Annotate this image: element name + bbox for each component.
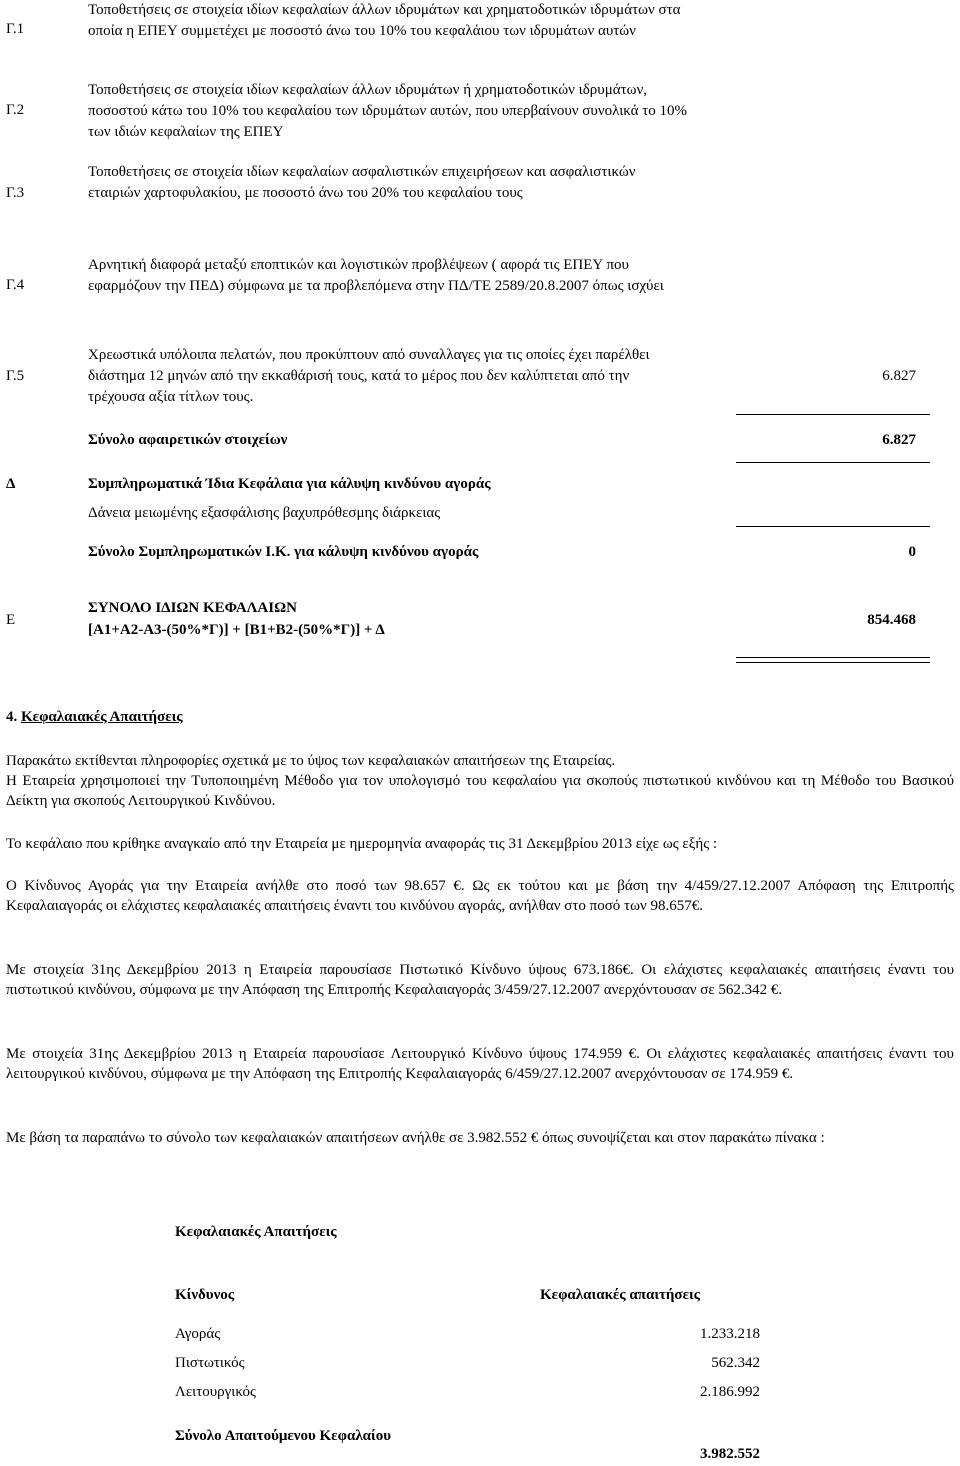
row-value: 6.827: [882, 368, 916, 384]
table-col-requirement: Κεφαλαιακές απαιτήσεις: [540, 1287, 700, 1303]
paragraph: Με στοιχεία 31ης Δεκεμβρίου 2013 η Εταιρεία παρουσίασε Λειτουργικό Κίνδυνο ύψους 174.959 €. Οι ελάχιστες κεφαλαιακές απαιτήσεις έναντι του λειτουργικού κινδύνου, σύμφωνα με την Απόφαση της Επιτροπής Κεφαλαιαγοράς 6/459/27.12.2007 ανερχόντουσαν σε 174.959 €.: [6, 1046, 954, 1082]
row-code: Γ.3: [6, 185, 25, 201]
table-row-risk: Λειτουργικός: [175, 1384, 256, 1400]
heading-title: Κεφαλαιακές Απαιτήσεις: [21, 709, 183, 725]
section-d-code: Δ: [6, 476, 16, 492]
double-rule-bottom: [736, 662, 930, 663]
table-total-label: Σύνολο Απαιτούμενου Κεφαλαίου: [175, 1428, 391, 1444]
row-code: Γ.1: [6, 21, 25, 37]
table-row-value: 2.186.992: [700, 1384, 760, 1400]
paragraph: Παρακάτω εκτίθενται πληροφορίες σχετικά με το ύψος των κεφαλαιακών απαιτήσεων της Εταιρείας.: [6, 753, 616, 769]
paragraph: Με βάση τα παραπάνω το σύνολο των κεφαλαιακών απαιτήσεων ανήλθε σε 3.982.552 € όπως συνοψίζεται και στον παρακάτω πίνακα :: [6, 1130, 825, 1146]
subtotal-rule: [736, 414, 930, 415]
deductions-total-label: Σύνολο αφαιρετικών στοιχείων: [88, 432, 288, 448]
row-text: Τοποθετήσεις σε στοιχεία ιδίων κεφαλαίων άλλων ιδρυμάτων και χρηματοδοτικών ιδρυμάτων στα οποία η ΕΠΕΥ συμμετέχει με ποσοστό άνω του 10% του κεφαλάιου των ιδρυμάτων αυτών: [88, 2, 681, 39]
row-text: Τοποθετήσεις σε στοιχεία ιδίων κεφαλαίων ασφαλιστικών επιχειρήσεων και ασφαλιστικών εταιριών χαρτοφυλακίου, με ποσοστό άνω του 20% του κεφαλαίου τους: [88, 164, 636, 201]
deductions-total-value: 6.827: [882, 432, 916, 448]
heading-number: 4.: [6, 709, 18, 725]
row-code: Γ.2: [6, 102, 25, 118]
section-d-title: Συμπληρωματικά Ίδια Κεφάλαια για κάλυψη κινδύνου αγοράς: [88, 476, 491, 492]
paragraph: Η Εταιρεία χρησιμοποιεί την Τυποποιημένη Μέθοδο για τον υπολογισμό του κεφαλαίου για σκοπούς πιστωτικού κινδύνου και τη Μέθοδο του Βασικού Δείκτη για σκοπούς Λειτουργικού Κινδύνου.: [6, 773, 954, 809]
section-heading: [6, 707, 183, 728]
double-rule-top: [736, 657, 930, 658]
table-row-value: 1.233.218: [700, 1326, 760, 1342]
row-text: Χρεωστικά υπόλοιπα πελατών, που προκύπτουν από συναλλαγες για τις οποίες έχει παρέλθει διάστημα 12 μηνών από την εκκαθάρισή τους, κατά το μέρος που δεν καλύπτεται από την τρέχουσα αξία τίτλων τους.: [88, 347, 650, 405]
section-d-rule: [736, 526, 930, 527]
paragraph: Ο Κίνδυνος Αγοράς για την Εταιρεία ανήλθε στο ποσό των 98.657 €. Ως εκ τούτου και με βάση την 4/459/27.12.2007 Απόφαση της Επιτροπής Κεφαλαιαγοράς οι ελάχιστες κεφαλαιακές απαιτήσεις έναντι του κινδύνου αγοράς, ανήλθαν στο ποσό των 98.657€.: [6, 878, 954, 914]
table-row-value: 562.342: [711, 1355, 760, 1371]
section-d-item: Δάνεια μειωμένης εξασφάλισης βαχυπρόθεσμης διάρκειας: [88, 505, 441, 521]
section-d-total-value: 0: [908, 544, 916, 560]
table-col-risk: Κίνδυνος: [175, 1287, 235, 1303]
section-d-total-label: Σύνολο Συμπληρωματικών Ι.Κ. για κάλυψη κινδύνου αγοράς: [88, 544, 479, 560]
row-text: Αρνητική διαφορά μεταξύ εποπτικών και λογιστικών προβλέψεων ( αφορά τις ΕΠΕΥ που εφαρμόζουν την ΠΕΔ) σύμφωνα με τα προβλεπόμενα στην ΠΔ/ΤΕ 2589/20.8.2007 όπως ισχύει: [88, 257, 664, 294]
table-row-risk: Αγοράς: [175, 1326, 221, 1342]
section-e-value: 854.468: [867, 612, 916, 628]
table-row-risk: Πιστωτικός: [175, 1355, 245, 1371]
row-text: Τοποθετήσεις σε στοιχεία ιδίων κεφαλαίων άλλων ιδρυμάτων ή χρηματοδοτικών ιδρυμάτων, ποσοστού κάτω του 10% του κεφαλαίου των ιδρυμάτων αυτών, που υπερβαίνουν συνολικά το 10% των ιδιών κεφαλαίων της ΕΠΕΥ: [88, 82, 688, 140]
row-code: Γ.4: [6, 277, 25, 293]
paragraph: Με στοιχεία 31ης Δεκεμβρίου 2013 η Εταιρεία παρουσίασε Πιστωτικό Κίνδυνο ύψους 673.186€. Οι ελάχιστες κεφαλαιακές απαιτήσεις έναντι του πιστωτικού κινδύνου, σύμφωνα με την Απόφαση της Επιτροπής Κεφαλαιαγοράς 3/459/27.12.2007 ανερχόντουσαν σε 562.342 €.: [6, 962, 954, 998]
table-total-value: 3.982.552: [700, 1446, 760, 1462]
total-rule: [736, 462, 930, 463]
row-code: Γ.5: [6, 368, 25, 384]
paragraph: Το κεφάλαιο που κρίθηκε αναγκαίο από την Εταιρεία με ημερομηνία αναφοράς τις 31 Δεκεμβρίου 2013 είχε ως εξής :: [6, 836, 718, 852]
section-e-formula: [Α1+Α2-Α3-(50%*Γ)] + [Β1+Β2-(50%*Γ)] + Δ: [88, 622, 385, 638]
section-e-code: Ε: [6, 612, 16, 628]
section-e-title: ΣΥΝΟΛΟ ΙΔΙΩΝ ΚΕΦΑΛΑΙΩΝ: [88, 600, 297, 616]
table-title: Κεφαλαιακές Απαιτήσεις: [175, 1224, 337, 1240]
